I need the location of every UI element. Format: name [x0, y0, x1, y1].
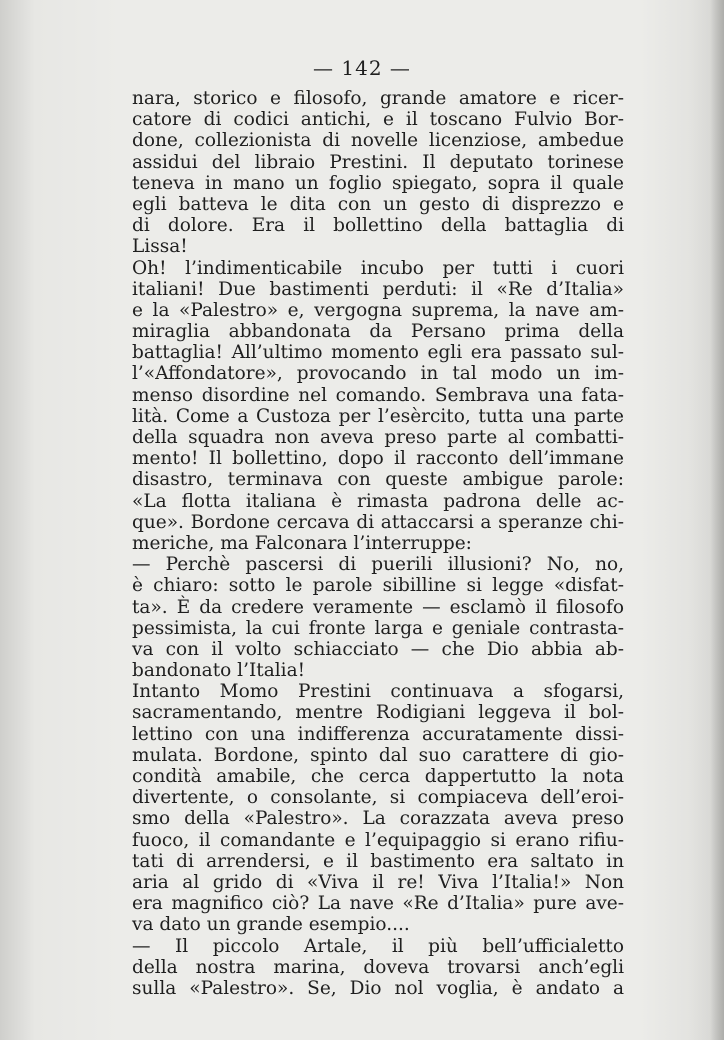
text-line: — Perchè pascersi di puerili illusioni? No, no, [132, 554, 624, 576]
text-line: egli batteva le dita con un gesto di disprezzo e [132, 193, 624, 215]
text-line: l’«Affondatore», provocando in tal modo un im- [132, 363, 624, 385]
text-line: menso disordine nel comando. Sembrava una fata- [132, 384, 624, 406]
text-line: italiani! Due bastimenti perduti: il «Re d’Italia» [132, 278, 624, 300]
text-line: è chiaro: sotto le parole sibilline si legge «disfat- [132, 575, 624, 597]
text-line: va dato un grande esempio.... [132, 914, 410, 936]
text-line: condità amabile, che cerca dappertutto la nota [132, 766, 624, 787]
text-line: miraglia abbandonata da Persano prima della [132, 321, 624, 343]
page-number: — 142 — [313, 56, 411, 80]
text-line: assidui del libraio Prestini. Il deputato torinese [132, 151, 624, 173]
text-line: battaglia! All’ultimo momento egli era passato sul- [132, 342, 624, 364]
text-line: bandonato l’Italia! [132, 660, 306, 682]
text-line: mulata. Bordone, spinto dal suo carattere di gio- [132, 744, 624, 766]
text-line: Lissa! [132, 236, 188, 258]
text-line: aria al grido di «Viva il re! Viva l’Italia!» Non [132, 871, 624, 893]
text-line: lettino con una indifferenza accuratamente dissi- [132, 723, 624, 745]
text-line: teneva in mano un foglio spiegato, sopra il quale [132, 172, 624, 194]
text-line: tati di arrendersi, e il bastimento era saltato in [132, 850, 624, 872]
text-line: fuoco, il comandante e l’equipaggio si erano rifiu- [132, 829, 624, 851]
text-line: — Il piccolo Artale, il più bell’ufficialetto [132, 935, 624, 957]
text-line: smo della «Palestro». La corazzata aveva preso [132, 808, 624, 830]
text-line: di dolore. Era il bollettino della battaglia di [132, 215, 624, 237]
text-line: sacramentando, mentre Rodigiani leggeva il bol- [132, 702, 624, 724]
text-line: mento! Il bollettino, dopo il racconto dell’immane [132, 448, 624, 470]
text-line: que». Bordone cercava di attaccarsi a speranze chi- [132, 511, 624, 533]
text-line: era magnifico ciò? La nave «Re d’Italia» pure ave- [132, 893, 624, 915]
body-text [132, 88, 624, 999]
text-line: lità. Come a Custoza per l’esèrcito, tutta una parte [132, 405, 624, 427]
text-line: «La flotta italiana è rimasta padrona delle ac- [132, 490, 624, 512]
text-line: divertente, o consolante, si compiaceva dell’eroi- [132, 787, 624, 809]
text-line: va con il volto schiacciato — che Dio abbia ab- [132, 638, 624, 660]
text-line: Oh! l’indimenticabile incubo per tutti i cuori [132, 257, 624, 279]
text-line: della nostra marina, doveva trovarsi anch’egli [132, 956, 624, 978]
text-line: meriche, ma Falconara l’interruppe: [132, 532, 472, 554]
text-line: sulla «Palestro». Se, Dio nol voglia, è andato a [132, 977, 624, 999]
text-line: nara, storico e filosofo, grande amatore e ricer- [132, 88, 624, 109]
text-line: catore di codici antichi, e il toscano Fulvio Bor- [132, 109, 624, 131]
text-line: Intanto Momo Prestini continuava a sfogarsi, [132, 681, 624, 703]
text-line: della squadra non aveva preso parte al combatti- [132, 427, 624, 448]
text-line: ta». È da credere veramente — esclamò il filosofo [132, 596, 624, 618]
text-line: done, collezionista di novelle licenziose, ambedue [132, 130, 624, 152]
page-edge-shadow [710, 0, 724, 1040]
text-line: e la «Palestro» e, vergogna suprema, la nave am- [132, 299, 624, 321]
text-line: disastro, terminava con queste ambigue parole: [132, 469, 624, 491]
text-line: pessimista, la cui fronte larga e geniale contrasta- [132, 617, 624, 639]
